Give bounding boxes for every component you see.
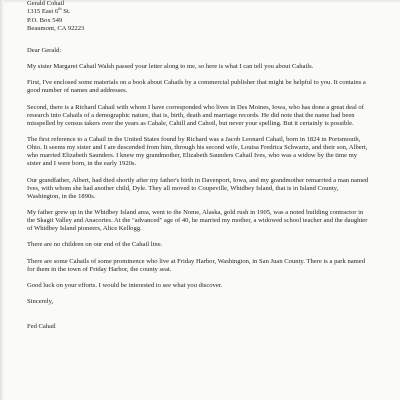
- paragraph: Second, there is a Richard Cahail with whom I have corresponded who lives in Des Moines, Iowa, who has done a great deal of research into Cahails of a demographic nature, that is, birth, death and marriage records. He did note that the name had been misspelled by census takers over the years as Cahale, Cahill and Cahoil, but never your spelling. But it certainly is possible.: [27, 103, 364, 127]
- sender-po-box: P.O. Box 549: [27, 16, 63, 24]
- paragraph: My father grew up in the Whidbey Island area, went to the Nome, Alaska, gold rush in 1905, was a noted building contractor in the Skagit Valley and Anacortes. At the "advanced" age of 40, he married my mother, a widowed school teacher and the daughter of Whidbey Island pioneers, Alice Kellogg.: [27, 209, 368, 233]
- paragraph: Good luck on your efforts. I would be interested to see what you discover.: [27, 282, 223, 290]
- closing: Sincerely,: [27, 298, 54, 306]
- paragraph: My sister Margaret Cahail Walsh passed your letter along to me, so here is what I can tell you about Cahails.: [27, 62, 314, 70]
- paragraph: The first reference to a Cahail in the United States found by Richard was a Jacob Leonard Cahail, born in 1824 in Portsmouth, Ohio. It seems my sister and I are descended from him, through his second wife, Louisa Fredrica Schwartz, and their son, Albert, who married Elizabeth Saunders. I knew my grandmother, Elizabeth Saunders Cahail Ives, who was a widow by the time my sister and I were born, in the early 1920s.: [27, 135, 368, 168]
- paragraph: Our grandfather, Albert, had died shortly after my father's birth in Davenport, Iowa, and my grandmother remarried a man named Ives, with whom she had another child, Dyle. They all moved to Coupeville, Whidbey Island, that is in Island County, Washington, in the 1890s.: [27, 176, 369, 200]
- salutation: Dear Gerald:: [27, 46, 62, 54]
- sender-name: Gerald Cohail: [27, 0, 65, 7]
- scan-edge-left: [0, 0, 4, 400]
- letter-body: [27, 0, 372, 331]
- signature: Fed Cahail: [27, 322, 56, 330]
- sender-street: 1315 East 6th St.: [27, 6, 71, 16]
- paragraph: There are no children on our end of the Cahail line.: [27, 241, 163, 249]
- paragraph: There are some Cahails of some prominence who live at Friday Harbor, Washington, in San Juan County. There is a park named for them in the town of Friday Harbor, the county seat.: [27, 257, 366, 273]
- paragraph: First, I've enclosed some materials on a book about Cahails by a commercial publisher that might be helpful to you. It contains a good number of names and addresses.: [27, 79, 366, 95]
- sender-city: Beaumont, CA 92223: [27, 25, 85, 33]
- sender-address: [27, 0, 372, 34]
